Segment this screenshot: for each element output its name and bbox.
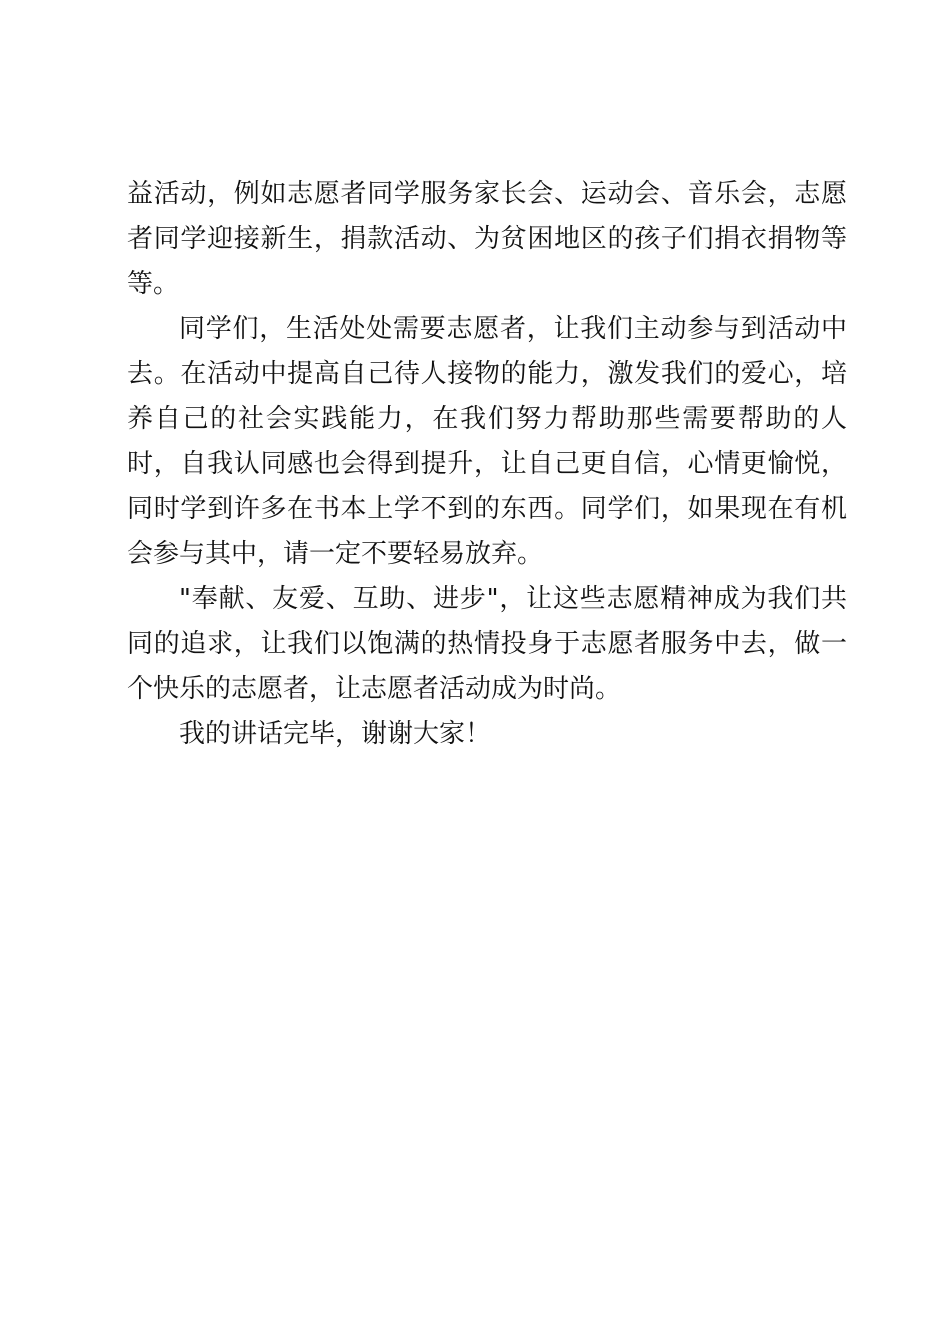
paragraph-participation: 同学们，生活处处需要志愿者，让我们主动参与到活动中去。在活动中提高自己待人接物的能力，激发我们的爱心，培养自己的社会实践能力，在我们努力帮助那些需要帮助的人时，自我认同感也会得到提升，让自己更自信，心情更愉悦，同时学到许多在书本上学不到的东西。同学们，如果现在有机会参与其中，请一定不要轻易放弃。 [127,314,847,569]
paragraph-volunteer-spirit: "奉献、友爱、互助、进步"，让这些志愿精神成为我们共同的追求，让我们以饱满的热情投身于志愿者服务中去，做一个快乐的志愿者，让志愿者活动成为时尚。 [127,584,847,704]
paragraph-continuation: 益活动，例如志愿者同学服务家长会、运动会、音乐会，志愿者同学迎接新生，捐款活动、为贫困地区的孩子们捐衣捐物等等。 [127,179,847,299]
document-body [127,172,847,757]
paragraph-closing: 我的讲话完毕，谢谢大家！ [179,719,492,749]
